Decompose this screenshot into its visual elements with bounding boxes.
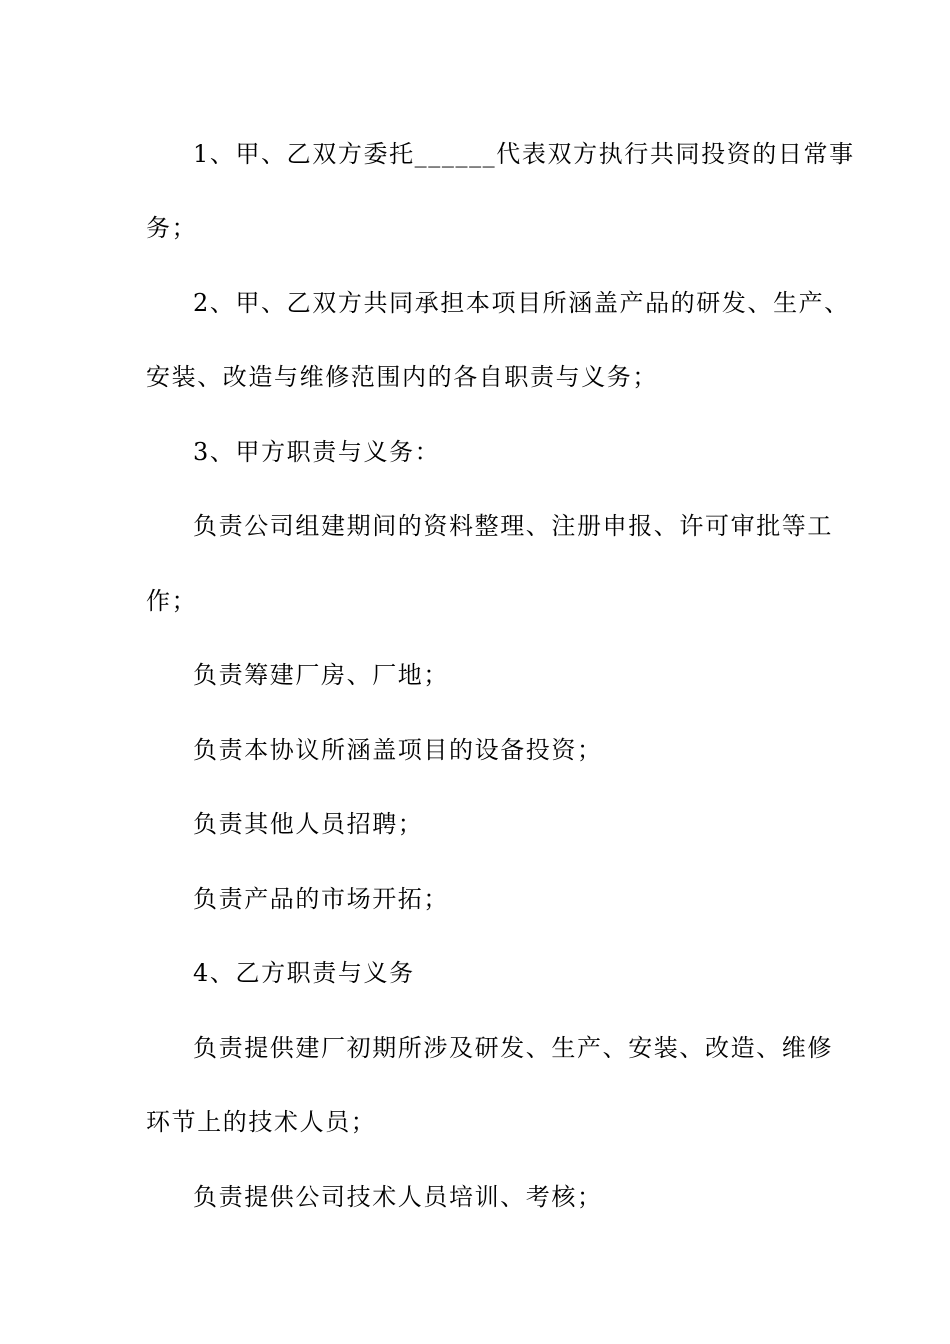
party-a-duty-1-line-1 [0, 506, 950, 546]
party-b-duty-1-line-2 [0, 1102, 950, 1142]
party-a-duty-3-text: 负责本协议所涵盖项目的设备投资； [193, 736, 603, 764]
party-a-duty-5-text: 负责产品的市场开拓； [193, 885, 449, 913]
party-a-duty-1-text-2: 作； [146, 587, 198, 615]
party-b-duty-1-line-1 [0, 1028, 950, 1068]
clause-2-text-1: 2、甲、乙双方共同承担本项目所涵盖产品的研发、生产、 [193, 289, 850, 317]
party-b-duty-2-line [0, 1177, 950, 1217]
party-a-duty-1-line-2 [0, 581, 950, 621]
clause-4-heading-line [0, 953, 950, 993]
party-a-duty-5-line [0, 879, 950, 919]
clause-4-heading: 4、乙方职责与义务 [193, 959, 415, 987]
clause-3-heading: 3、甲方职责与义务： [193, 438, 441, 466]
party-a-duty-2-line [0, 655, 950, 695]
party-b-duty-1-text-2: 环节上的技术人员； [146, 1108, 377, 1136]
clause-1-line-2 [0, 208, 950, 248]
party-a-duty-4-line [0, 804, 950, 844]
clause-1-text-2: 务； [146, 214, 198, 242]
clause-1-text-1: 1、甲、乙双方委托______代表双方执行共同投资的日常事 [193, 140, 855, 168]
party-a-duty-4-text: 负责其他人员招聘； [193, 810, 424, 838]
clause-2-text-2: 安装、改造与维修范围内的各自职责与义务； [146, 363, 658, 391]
party-a-duty-3-line [0, 730, 950, 770]
clause-3-heading-line [0, 432, 950, 472]
clause-2-line-1 [0, 283, 950, 323]
clause-1-line-1 [0, 134, 950, 174]
party-b-duty-2-text: 负责提供公司技术人员培训、考核； [193, 1183, 603, 1211]
clause-2-line-2 [0, 357, 950, 397]
party-b-duty-1-text-1: 负责提供建厂初期所涉及研发、生产、安装、改造、维修 [193, 1034, 833, 1062]
party-a-duty-2-text: 负责筹建厂房、厂地； [193, 661, 449, 689]
party-a-duty-1-text-1: 负责公司组建期间的资料整理、注册申报、许可审批等工 [193, 512, 833, 540]
